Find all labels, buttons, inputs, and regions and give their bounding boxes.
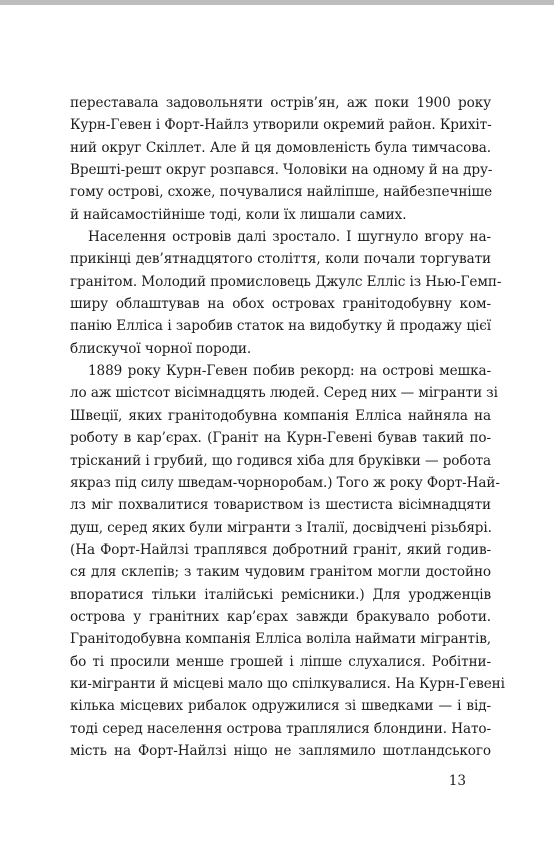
text-line: ло аж шістсот вісімнадцять людей. Серед них — мігранти зі (70, 385, 498, 402)
page-number: 13 (448, 773, 466, 789)
text-line: Врешті-решт округ розпався. Чоловіки на одному й на дру- (70, 162, 493, 179)
text-line: тоді серед населення острова траплялися блондини. Нато- (70, 720, 491, 737)
text-line: (На Форт-Найлзі траплявся добротний граніт, який годив- (70, 541, 491, 558)
text-line: острова у гранітних кар’єрах завжди бракувало роботи. (70, 608, 491, 625)
text-line: кілька місцевих рибалок одружилися зі шведками — і від- (70, 698, 491, 715)
text-line: якраз під силу шведам-чорноробам.) Того ж року Форт-Най- (70, 474, 500, 491)
text-line: Населення островів далі зростало. І шугнуло вгору на- (88, 229, 491, 246)
page-body-text (70, 92, 505, 762)
text-line: лз міг похвалитися товариством із шестиста вісімнадцяти (70, 497, 491, 514)
text-line: прикінці дев’ятнадцятого століття, коли почали торгувати (70, 251, 491, 268)
text-line: душ, серед яких були мігранти з Італії, досвідчені різьбярі. (70, 519, 492, 536)
text-line: блискучої чорної породи. (70, 340, 252, 357)
text-line: Швеції, яких гранітодобувна компанія Елліса найняла на (70, 407, 491, 424)
text-line: бо ті просили менше грошей і ліпше слухалися. Робітни- (70, 653, 491, 670)
text-line: Курн-Гевен і Форт-Найлз утворили окремий район. Крихіт- (70, 117, 492, 134)
text-line: гранітом. Молодий промисловець Джулс Елліс із Нью-Гемп- (70, 273, 502, 290)
text-line: роботу в кар’єрах. (Граніт на Курн-Гевені бував такий по- (70, 430, 491, 447)
text-line: впоратися тільки італійські ремісники.) Для уродженців (70, 586, 491, 603)
text-line: ний округ Скіллет. Але й ця домовленість була тимчасова. (70, 139, 491, 156)
top-border (0, 0, 554, 5)
text-line: мість на Форт-Найлзі ніщо не заплямило шотландського (70, 742, 491, 759)
text-line: й найсамостійніше тоді, коли їх лишали самих. (70, 206, 407, 223)
text-line: трісканий і грубий, що годився хіба для бруківки — робота (70, 452, 491, 469)
text-line: ки-мігранти й місцеві мало що спілкувалися. На Курн-Гевені (70, 675, 505, 692)
text-line: переставала задовольняти острів’ян, аж поки 1900 року (70, 95, 491, 111)
text-line: ширу облаштував на обох островах гранітодобувну ком- (70, 296, 491, 313)
text-line: панію Елліса і заробив статок на видобутку й продажу цієї (70, 318, 491, 335)
text-line: ся для склепів; з таким чудовим гранітом могли достойно (70, 564, 491, 581)
text-line: 1889 року Курн-Гевен побив рекорд: на острові мешка- (88, 363, 491, 380)
text-line: Гранітодобувна компанія Елліса воліла наймати мігрантів, (70, 631, 491, 648)
text-line: гому острові, схоже, почувалися найліпше, найбезпечніше (70, 184, 493, 201)
